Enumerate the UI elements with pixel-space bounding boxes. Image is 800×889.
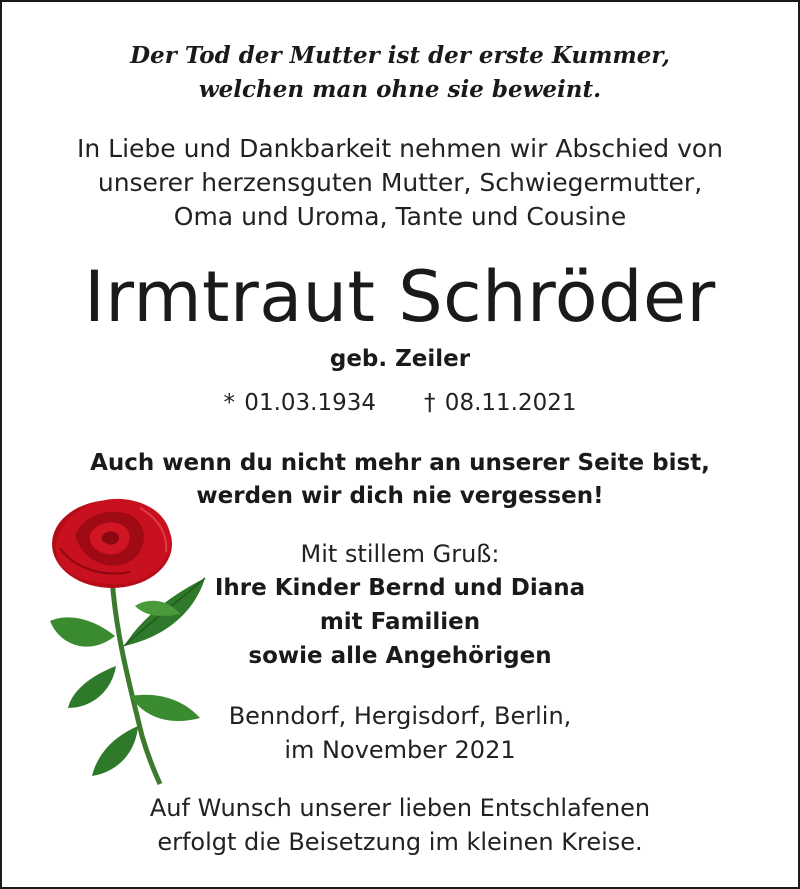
quote-line-1: Der Tod der Mutter ist der erste Kummer,: [130, 42, 670, 69]
intro-line-3: Oma und Uroma, Tante und Cousine: [173, 202, 627, 231]
note-line-1: Auf Wunsch unserer lieben Entschlafenen: [149, 794, 651, 822]
place-line-2: im November 2021: [284, 736, 516, 764]
motto-line-2: werden wir dich nie vergessen!: [196, 483, 604, 509]
note-line-2: erfolgt die Beisetzung im kleinen Kreise.: [157, 828, 643, 856]
birth-date: * 01.03.1934: [223, 390, 376, 416]
life-dates: [0, 390, 800, 416]
birth-name: geb. Zeiler: [329, 346, 471, 372]
family-line-3: sowie alle Angehörigen: [248, 643, 552, 669]
quote-line-2: welchen man ohne sie beweint.: [198, 76, 602, 103]
deceased-name: Irmtraut Schröder: [84, 256, 716, 338]
place-line-1: Benndorf, Hergisdorf, Berlin,: [228, 702, 572, 730]
death-date: † 08.11.2021: [424, 390, 577, 416]
family-line-2: mit Familien: [319, 609, 481, 635]
intro-line-2: unserer herzensguten Mutter, Schwiegermutter,: [97, 168, 703, 197]
greeting: Mit stillem Gruß:: [300, 540, 500, 568]
family-line-1: Ihre Kinder Bernd und Diana: [214, 575, 586, 601]
intro-line-1: In Liebe und Dankbarkeit nehmen wir Abschied von: [76, 134, 724, 163]
motto-line-1: Auch wenn du nicht mehr an unserer Seite bist,: [90, 450, 710, 476]
